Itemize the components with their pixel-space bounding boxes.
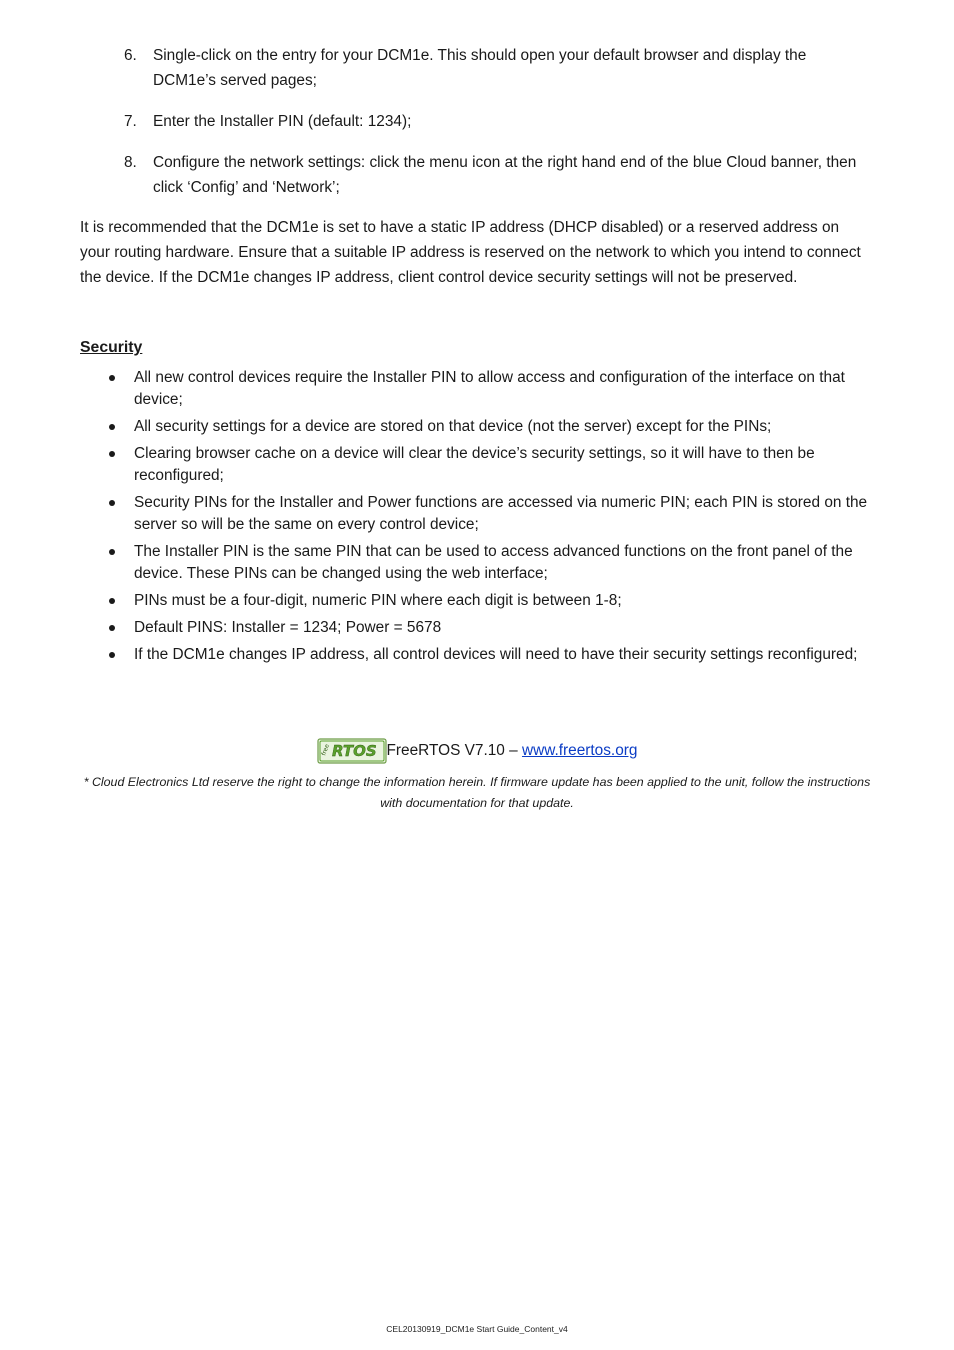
security-item: Default PINS: Installer = 1234; Power = 5678	[107, 617, 869, 639]
bullet-icon	[109, 598, 115, 604]
logo-text: RTOS	[331, 742, 377, 760]
bullet-icon	[109, 375, 115, 381]
security-item: Security PINs for the Installer and Power functions are accessed via numeric PIN; each PIN is stored on the server so will be the same on every control device;	[107, 492, 869, 536]
setup-step	[124, 150, 869, 200]
step-number: 7.	[124, 113, 137, 130]
security-heading: Security	[80, 339, 143, 356]
setup-step	[124, 109, 869, 134]
logo-small-text: free	[319, 743, 331, 757]
bullet-icon	[109, 451, 115, 457]
step-text: Enter the Installer PIN (default: 1234);	[153, 113, 412, 130]
step-number: 6.	[124, 47, 137, 64]
security-item: Clearing browser cache on a device will clear the device’s security settings, so it will have to then be reconfigured;	[107, 443, 869, 487]
bullet-icon	[109, 652, 115, 658]
setup-step	[124, 43, 869, 93]
bullet-icon	[109, 424, 115, 430]
security-item: If the DCM1e changes IP address, all control devices will need to have their security settings reconfigured;	[107, 644, 869, 666]
security-item: All security settings for a device are stored on that device (not the server) except for the PINs;	[107, 416, 869, 438]
bullet-icon	[109, 625, 115, 631]
step-number: 8.	[124, 154, 137, 171]
security-item: PINs must be a four-digit, numeric PIN where each digit is between 1-8;	[107, 590, 869, 612]
security-item: The Installer PIN is the same PIN that can be used to access advanced functions on the front panel of the device. These PINs can be changed using the web interface;	[107, 541, 869, 585]
setup-steps-list	[124, 43, 869, 216]
document-reference: CEL20130919_DCM1e Start Guide_Content_v4	[386, 1324, 568, 1334]
version-text: FreeRTOS V7.10 –	[386, 742, 522, 759]
freertos-link[interactable]: www.freertos.org	[521, 742, 638, 759]
step-text: Single-click on the entry for your DCM1e. This should open your default browser and display the DCM1e’s served pages;	[153, 47, 807, 89]
bullet-icon	[109, 549, 115, 555]
bullet-icon	[109, 500, 115, 506]
step-text: Configure the network settings: click the menu icon at the right hand end of the blue Cloud banner, then click ‘Config’ and ‘Network’;	[153, 154, 857, 196]
freertos-credit	[0, 738, 954, 764]
security-list	[107, 367, 869, 671]
freertos-logo-icon	[317, 738, 387, 764]
static-ip-recommendation: It is recommended that the DCM1e is set to have a static IP address (DHCP disabled) or a reserved address on your routing hardware. Ensure that a suitable IP address is reserved on the network to which you intend to connect the device. If the DCM1e changes IP address, client control device security settings will not be preserved.	[80, 219, 861, 286]
disclaimer: * Cloud Electronics Ltd reserve the right to change the information herein. If firmware update has been applied to the unit, follow the instructions with documentation for that update.	[83, 775, 871, 810]
security-item: All new control devices require the Installer PIN to allow access and configuration of the interface on that device;	[107, 367, 869, 411]
